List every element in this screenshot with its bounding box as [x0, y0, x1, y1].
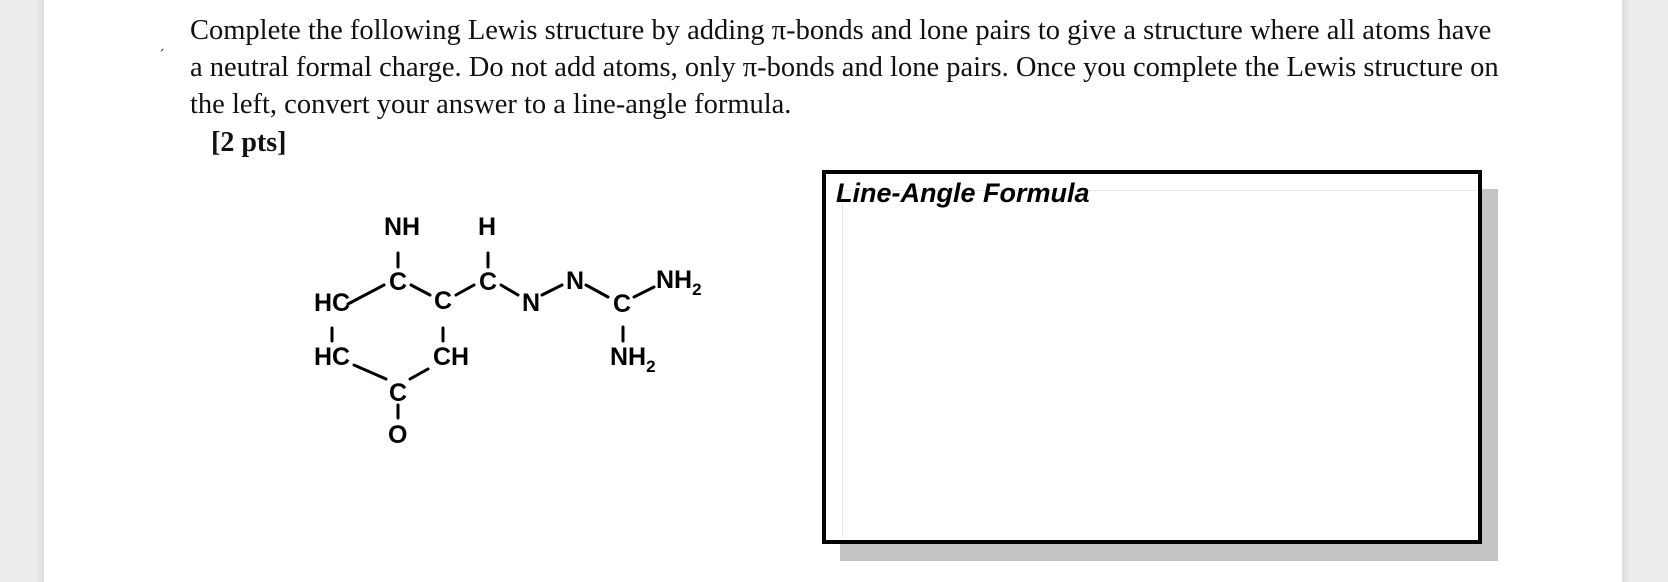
bond-n2-cguan — [586, 285, 608, 297]
bond-cguan-nh2r — [634, 287, 654, 297]
bond-c2-c3 — [456, 285, 474, 295]
bond-n1-n2 — [542, 285, 562, 295]
atom-nh-top: NH — [384, 213, 421, 241]
atom-c1: C — [389, 268, 408, 296]
lewis-structure — [300, 205, 720, 465]
bond-hc-c1 — [348, 285, 384, 304]
answer-drawing-area[interactable] — [842, 190, 1476, 538]
bond-c1-c2 — [411, 285, 430, 295]
question-text: Complete the following Lewis structure by adding π-bonds and lone pairs to give a structure where all atoms have a neutral formal charge. Do not add atoms, only π-bonds and lone pairs. Once you complete the Lewis structure on the left, convert your answer to a line-angle formula. — [190, 15, 1499, 120]
atom-nh2-bottom: $NH_2$ — [610, 343, 656, 376]
line-angle-answer-box[interactable] — [822, 170, 1482, 544]
atom-c2: C — [434, 287, 453, 315]
atom-c-bottom: C — [389, 379, 408, 407]
atom-hc-lower: HC — [314, 343, 351, 371]
atom-nh2-right: $NH_2$ — [656, 266, 702, 299]
page-shadow-right — [1622, 0, 1630, 582]
atom-o-bottom: O — [388, 421, 408, 449]
answer-box-title: Line-Angle Formula — [836, 178, 1090, 208]
bond-c3-n1 — [501, 285, 518, 295]
atom-hc-left: HC — [314, 289, 351, 317]
page-shadow-left — [36, 0, 44, 582]
atom-c-guan: C — [613, 290, 632, 318]
atom-h-top: H — [478, 213, 497, 241]
atom-labels — [314, 213, 702, 449]
margin-tick-mark: ˏ — [158, 36, 165, 52]
atom-n1: N — [522, 289, 541, 317]
points-label: [2 pts] — [211, 127, 287, 158]
atom-ch-lower: CH — [433, 343, 470, 371]
bond-hc-cb — [354, 365, 386, 379]
atom-c3: C — [479, 268, 498, 296]
bond-cb-ch — [410, 369, 428, 379]
atom-n2: N — [566, 267, 585, 295]
